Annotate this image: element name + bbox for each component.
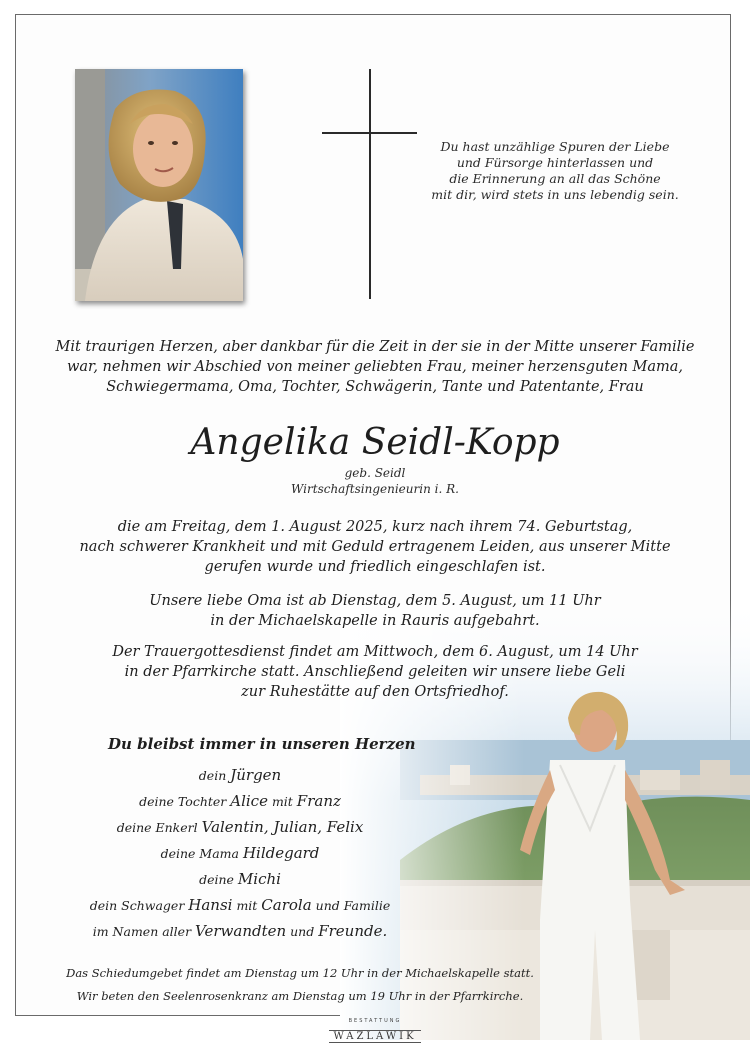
- funeral-home-logo: [300, 1018, 450, 1043]
- intro-line: war, nehmen wir Abschied von meiner geliebten Frau, meiner herzensguten Mama,: [66, 359, 684, 375]
- laying-out-line: Unsere liebe Oma ist ab Dienstag, dem 5. August, um 11 Uhr: [149, 593, 601, 609]
- service-text: [20, 642, 730, 702]
- family-member-name: Hildegard: [242, 844, 320, 862]
- passing-text: [20, 517, 730, 577]
- family-member-name: Verwandten: [195, 922, 287, 940]
- family-member-name: Hansi: [188, 896, 233, 914]
- family-member-line: [60, 818, 420, 837]
- family-member-line: [60, 766, 420, 785]
- passing-line: nach schwerer Krankheit und mit Geduld ertragenem Leiden, aus unserer Mitte: [79, 539, 671, 555]
- family-member-line: [60, 792, 420, 811]
- family-relation-text: und: [286, 924, 319, 939]
- service-line: Der Trauergottesdienst findet am Mittwoch, dem 6. August, um 14 Uhr: [112, 644, 638, 660]
- family-member-name: Jürgen: [230, 766, 282, 784]
- family-member-name: Alice: [230, 792, 268, 810]
- family-member-name: Valentin, Julian, Felix: [201, 818, 364, 836]
- poem-line: und Fürsorge hinterlassen und: [456, 155, 654, 170]
- laying-out-line: in der Michaelskapelle in Rauris aufgebahrt.: [210, 613, 540, 629]
- family-member-name: Franz: [296, 792, 341, 810]
- family-member-name: Freunde.: [318, 922, 388, 940]
- family-title: Du bleibst immer in unseren Herzen: [108, 735, 416, 753]
- family-member-name: Carola: [261, 896, 312, 914]
- closing-line: Wir beten den Seelenrosenkranz am Dienstag um 19 Uhr in der Pfarrkirche.: [76, 989, 524, 1003]
- service-line: zur Ruhestätte auf den Ortsfriedhof.: [241, 684, 509, 700]
- intro-line: Schwiegermama, Oma, Tochter, Schwägerin, Tante und Patentante, Frau: [106, 379, 644, 395]
- laying-out-text: [20, 591, 730, 631]
- poem-line: die Erinnerung an all das Schöne: [449, 171, 661, 186]
- cross-vertical: [369, 69, 371, 299]
- passing-line: die am Freitag, dem 1. August 2025, kurz nach ihrem 74. Geburtstag,: [117, 519, 633, 535]
- family-member-line: [60, 844, 420, 863]
- family-member-line: [60, 896, 420, 915]
- family-relation-text: mit: [232, 898, 262, 913]
- family-relation-text: dein: [198, 768, 231, 783]
- profession: Wirtschaftsingenieurin i. R.: [291, 482, 459, 496]
- service-line: in der Pfarrkirche statt. Anschließend geleiten wir unsere liebe Geli: [124, 664, 626, 680]
- family-relation-text: im Namen aller: [92, 924, 196, 939]
- family-relation-text: deine Enkerl: [116, 820, 202, 835]
- family-relation-text: und Familie: [311, 898, 391, 913]
- passing-line: gerufen wurde und friedlich eingeschlafen ist.: [204, 559, 546, 575]
- poem: [420, 139, 690, 203]
- poem-line: Du hast unzählige Spuren der Liebe: [440, 139, 670, 154]
- closing-line: Das Schiedumgebet findet am Dienstag um 12 Uhr in der Michaelskapelle statt.: [66, 966, 534, 980]
- logo-main-text: WAZLAWIK: [329, 1030, 420, 1043]
- intro-line: Mit traurigen Herzen, aber dankbar für die Zeit in der sie in der Mitte unserer Familie: [55, 339, 695, 355]
- family-member-line: [60, 922, 420, 941]
- family-relation-text: deine Tochter: [139, 794, 231, 809]
- family-relation-text: deine Mama: [160, 846, 243, 861]
- intro-text: [20, 337, 730, 397]
- family-relation-text: mit: [267, 794, 297, 809]
- family-relation-text: dein Schwager: [89, 898, 189, 913]
- poem-line: mit dir, wird stets in uns lebendig sein.: [431, 187, 679, 202]
- portrait-photo: [75, 69, 243, 301]
- birth-name: geb. Seidl: [344, 466, 406, 480]
- family-member-line: [60, 870, 420, 889]
- deceased-name: Angelika Seidl-Kopp: [190, 422, 560, 463]
- cross-horizontal: [322, 132, 417, 134]
- logo-top-text: BESTATTUNG: [348, 1018, 402, 1024]
- family-relation-text: deine: [199, 872, 238, 887]
- family-member-name: Michi: [237, 870, 281, 888]
